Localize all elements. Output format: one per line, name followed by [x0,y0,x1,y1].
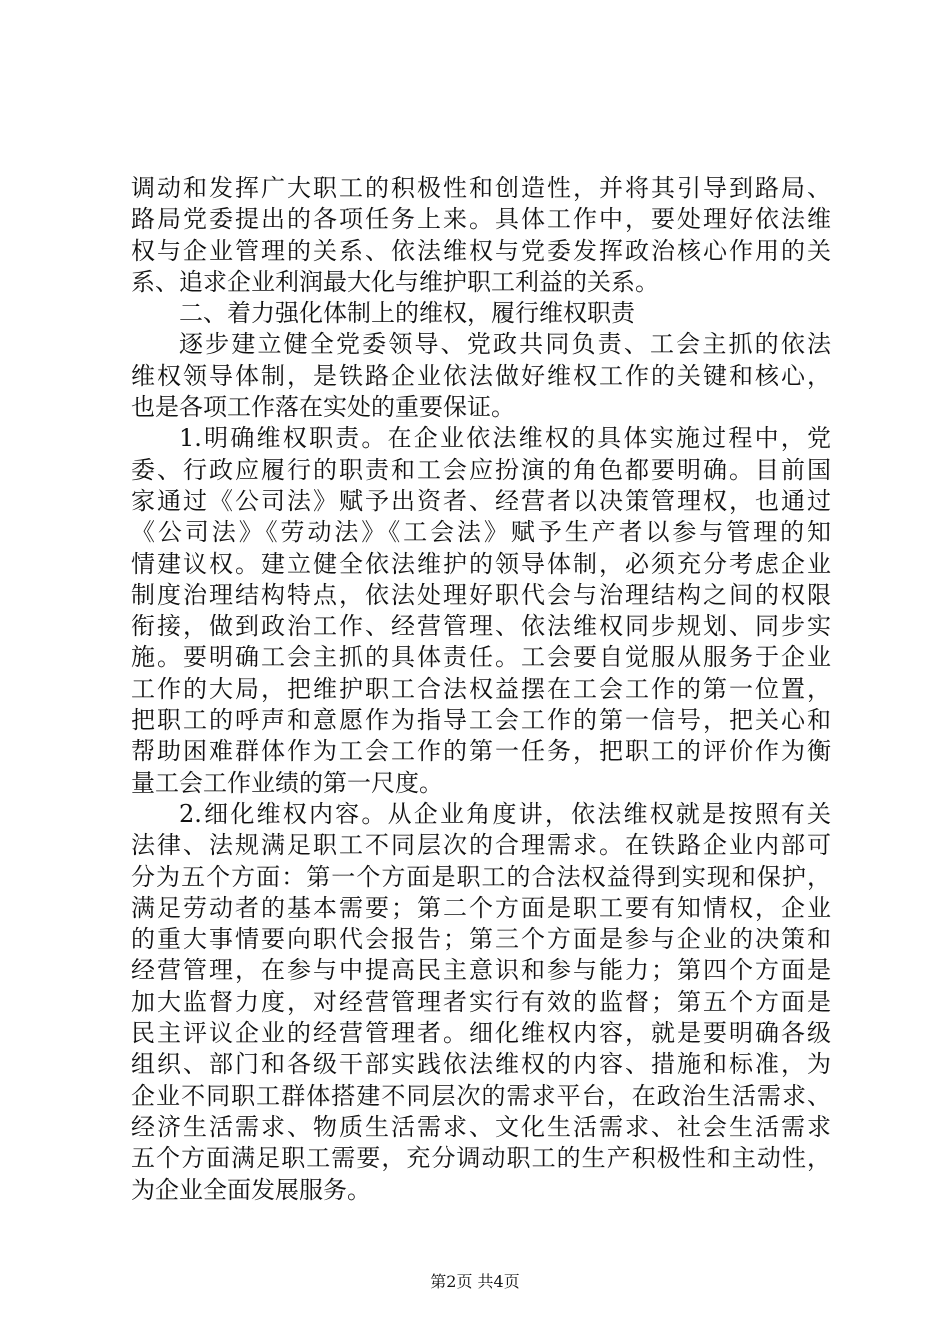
text-line: 委、行政应履行的职责和工会应扮演的角色都要明确。目前国 [131,455,831,484]
text-line: 满足劳动者的基本需要；第二个方面是职工要有知情权，企业 [131,893,831,922]
text-line: 逐步建立健全党委领导、党政共同负责、工会主抓的依法 [179,330,831,359]
text-line: 《公司法》《劳动法》《工会法》赋予生产者以参与管理的知 [131,518,831,547]
text-line: 帮助困难群体作为工会工作的第一任务，把职工的评价作为衡 [131,737,831,766]
page-number-footer: 第2页 共4页 [430,1272,520,1291]
text-line: 制度治理结构特点，依法处理好职代会与治理结构之间的权限 [131,580,831,609]
text-line: 家通过《公司法》赋予出资者、经营者以决策管理权，也通过 [131,486,831,515]
text-line: 路局党委提出的各项任务上来。具体工作中，要处理好依法维 [131,205,831,234]
text-line: 2.细化维权内容。从企业角度讲，依法维权就是按照有关 [179,799,831,828]
text-line: 也是各项工作落在实处的重要保证。 [131,393,515,422]
text-line: 为企业全面发展服务。 [131,1175,371,1204]
text-line: 经济生活需求、物质生活需求、文化生活需求、社会生活需求 [131,1112,831,1141]
text-line: 衔接，做到政治工作、经营管理、依法维权同步规划、同步实 [131,612,831,641]
text-line: 企业不同职工群体搭建不同层次的需求平台，在政治生活需求、 [131,1081,831,1110]
text-line: 情建议权。建立健全依法维护的领导体制，必须充分考虑企业 [131,549,831,578]
text-line: 加大监督力度，对经营管理者实行有效的监督；第五个方面是 [131,987,831,1016]
text-line: 1.明确维权职责。在企业依法维权的具体实施过程中，党 [179,424,831,453]
text-line: 组织、部门和各级干部实践依法维权的内容、措施和标准，为 [131,1050,831,1079]
text-line: 的重大事情要向职代会报告；第三个方面是参与企业的决策和 [131,925,831,954]
text-line: 维权领导体制，是铁路企业依法做好维权工作的关键和核心， [131,361,831,390]
text-line: 民主评议企业的经营管理者。细化维权内容，就是要明确各级 [131,1019,831,1048]
text-line: 量工会工作业绩的第一尺度。 [131,768,443,797]
text-line: 二、着力强化体制上的维权，履行维权职责 [179,299,635,328]
text-line: 分为五个方面：第一个方面是职工的合法权益得到实现和保护， [131,862,831,891]
text-line: 施。要明确工会主抓的具体责任。工会要自觉服从服务于企业 [131,643,831,672]
text-line: 五个方面满足职工需要，充分调动职工的生产积极性和主动性， [131,1144,831,1173]
text-line: 工作的大局，把维护职工合法权益摆在工会工作的第一位置， [131,674,831,703]
text-line: 经营管理，在参与中提高民主意识和参与能力；第四个方面是 [131,956,831,985]
document-body [131,173,831,1206]
text-line: 把职工的呼声和意愿作为指导工会工作的第一信号，把关心和 [131,706,831,735]
text-line: 系、追求企业利润最大化与维护职工利益的关系。 [131,267,659,296]
text-line: 调动和发挥广大职工的积极性和创造性，并将其引导到路局、 [131,174,831,202]
text-line: 法律、法规满足职工不同层次的合理需求。在铁路企业内部可 [131,831,831,860]
text-line: 权与企业管理的关系、依法维权与党委发挥政治核心作用的关 [131,236,831,265]
